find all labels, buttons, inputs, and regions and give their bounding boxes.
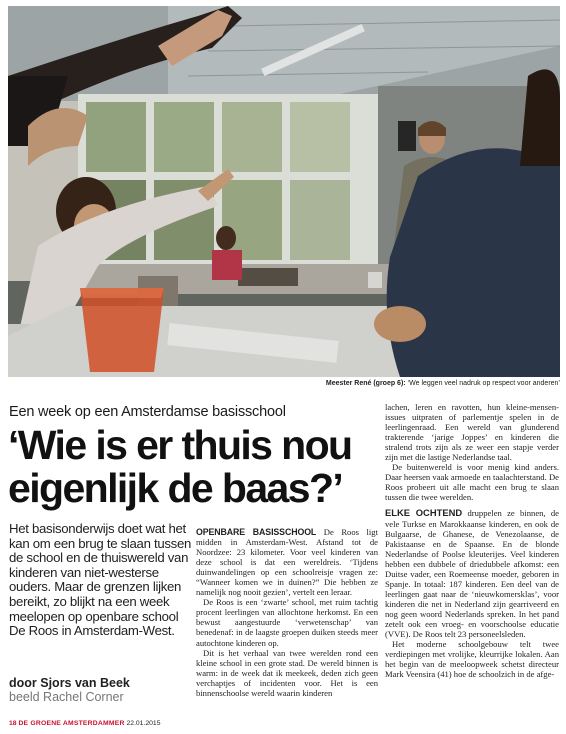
paragraph: lachen, leren en ravotten, hun kleine-mensen-issues uitpraten of parlementje spelen in de leerlingenraad. Een wereld van glunderend trakterende ‘jarige Joppes’ en kinderen die stralend trots zijn als ze weer een stapje verder zijn met die lastige Nederlandse taal. [385, 402, 559, 463]
kicker: Een week op een Amsterdamse basisschool [9, 404, 286, 420]
photo-caption [8, 379, 560, 388]
paragraph: OPENBARE BASISSCHOOL De Roos ligt midden in Amsterdam-West. Afstand tot de Noordzee: 23 kilometer. Voor veel kinderen van deze school is dat een wereldreis. ‘Tijdens duinwandelingen op een schoolreisje vragen ze: “Wanneer komen we in duinen?” Die hebben ze namelijk nog nooit gezien’, vertelt een leraar. [196, 527, 378, 598]
paragraph: De buitenwereld is voor menig kind anders. Daar heersen vaak armoede en taalachterstand. De Roos probeert uit alle macht een brug te slaan tussen die twee werelden. [385, 462, 559, 503]
magazine-name: DE GROENE AMSTERDAMMER [18, 720, 125, 727]
byline-author: door Sjors van Beek [9, 676, 130, 690]
intro-text: Het basisonderwijs doet wat het kan om een brug te slaan tussen de school en de thuiswereld van kinderen van niet-westerse ouders. Maar de grenzen lijken bereikt, zo blijkt na een week meelopen op openbare school De Roos in Amsterdam-West. [9, 521, 192, 639]
headline: ‘Wie is er thuis nou eigenlijk de baas?’ [8, 422, 352, 511]
body-column-1 [196, 527, 378, 717]
paragraph: Dit is het verhaal van twee werelden rond een kleine school in een grote stad. De wereld binnen is warm: in de week dat ik meekeek, deden zich geen verchaptjes of incidenten voor. Het is een binnenschoolse wereld waarin kinderen [196, 647, 378, 698]
lead-in: ELKE OCHTEND [385, 507, 463, 519]
paragraph: De Roos is een ‘zwarte’ school, met ruim tachtig procent leerlingen van allochtone herkomst. En een bewust aangestuurde ‘verwetenschap’ van benedenaf: in de laagste groepen duiken steeds meer autochtone kinderen op. [196, 597, 378, 648]
lead-in: OPENBARE BASISSCHOOL [196, 527, 317, 537]
byline-photographer: beeld Rachel Corner [9, 690, 124, 704]
byline [9, 676, 192, 704]
page-number: 18 [9, 720, 17, 727]
paragraph: Het moderne schoolgebouw telt twee verdiepingen met vrolijke, kleurrijke lokalen. Aan het begin van de meeloopweek schetst directeur Mark Veensira (41) hoe de schoolzich in de afge- [385, 639, 559, 680]
issue-date: 22.01.2015 [126, 720, 161, 727]
caption-quote: ‘We leggen veel nadruk op respect voor anderen’ [407, 380, 560, 387]
paragraph: ELKE OCHTEND druppelen ze binnen, de vele Turkse en Marokkaanse kinderen, en ook de Bulgaarse, de Ghanese, de Venezolaanse, de Pakistaanse en de Spaanse. En de blonde Nederlandse of Poolse kleuterijes. Veel kinderen hebben een dubbele of driedubbele afkomst: een Duitse vader, een Roemeense moeder, geboren in Spanje. In totaal: 187 kinderen. Een deel van de leerlingen gaat naar de ‘nieuwkomersklas’, voor kinderen die net in Nederland zijn gearriveerd en nog geen woord Nederlands spreken. In het pand zetelt ook een vroeg- en voorschoolse educatie (VVE). De Roos telt 23 personeelsleden. [385, 507, 559, 640]
page-footer [9, 720, 160, 727]
classroom-photo [8, 6, 560, 377]
body-column-2 [385, 402, 559, 715]
caption-name: Meester René (groep 6): [325, 380, 406, 387]
